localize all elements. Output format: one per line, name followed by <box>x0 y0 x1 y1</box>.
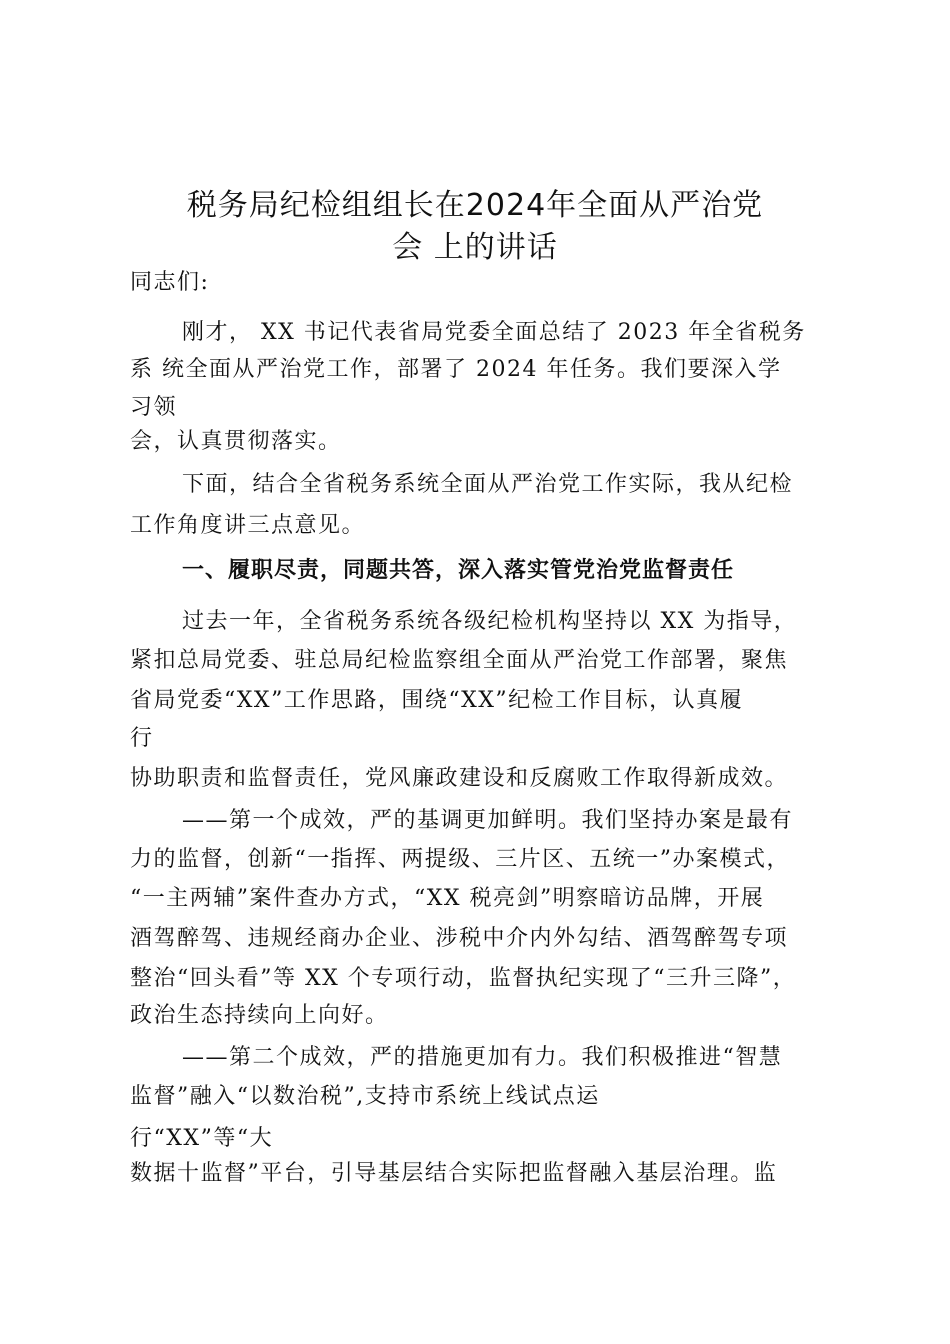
paragraph-line: 习领 <box>130 395 178 420</box>
paragraph-line: 紧扣总局党委、驻总局纪检监察组全面从严治党工作部署，聚焦 <box>130 648 789 673</box>
paragraph-line: 数据十监督”平台，引导基层结合实际把监督融入基层治理。监 <box>130 1161 778 1186</box>
paragraph-line: 刚才， XX 书记代表省局党委全面总结了 2023 年全省税务 <box>182 320 806 345</box>
paragraph-line: 系 统全面从严治党工作，部署了 2024 年任务。我们要深入学 <box>130 357 782 382</box>
document-title-line-2: 会 上的讲话 <box>392 230 558 265</box>
paragraph-line: “一主两辅”案件查办方式，“XX 税亮剑”明察暗访品牌，开展 <box>130 886 765 911</box>
paragraph-line: 会，认真贯彻落实。 <box>130 429 342 454</box>
paragraph-line: 酒驾醉驾、违规经商办企业、涉税中介内外勾结、酒驾醉驾专项 <box>130 926 789 951</box>
paragraph-line: 省局党委“XX”工作思路，围绕“XX”纪检工作目标，认真履 <box>130 688 744 713</box>
paragraph-line: 行 <box>130 726 154 751</box>
paragraph-line: 行“XX”等“大 <box>130 1126 274 1151</box>
paragraph-line: 下面，结合全省税务系统全面从严治党工作实际，我从纪检 <box>182 472 794 497</box>
paragraph-line: 整治“回头看”等 XX 个专项行动，监督执纪实现了“三升三降”， <box>130 966 797 991</box>
document-title-line-1: 税务局纪检组组长在2024年全面从严治党 <box>186 188 764 223</box>
paragraph-line: 监督”融入“以数治税”,支持市系统上线试点运 <box>130 1084 600 1109</box>
paragraph-line: 工作角度讲三点意见。 <box>130 513 366 538</box>
paragraph-line: 过去一年，全省税务系统各级纪检机构坚持以 XX 为指导， <box>182 609 798 634</box>
paragraph-line: ——第一个成效，严的基调更加鲜明。我们坚持办案是最有 <box>182 808 794 833</box>
salutation: 同志们: <box>130 270 210 295</box>
paragraph-line: 力的监督，创新“一指挥、两提级、三片区、五统一”办案模式， <box>130 847 790 872</box>
section-heading: 一、履职尽责，同题共答，深入落实管党治党监督责任 <box>182 558 735 583</box>
paragraph-line: ——第二个成效，严的措施更加有力。我们积极推进“智慧 <box>182 1045 783 1070</box>
paragraph-line: 政治生态持续向上向好。 <box>130 1003 389 1028</box>
paragraph-line: 协助职责和监督责任，党风廉政建设和反腐败工作取得新成效。 <box>130 766 789 791</box>
